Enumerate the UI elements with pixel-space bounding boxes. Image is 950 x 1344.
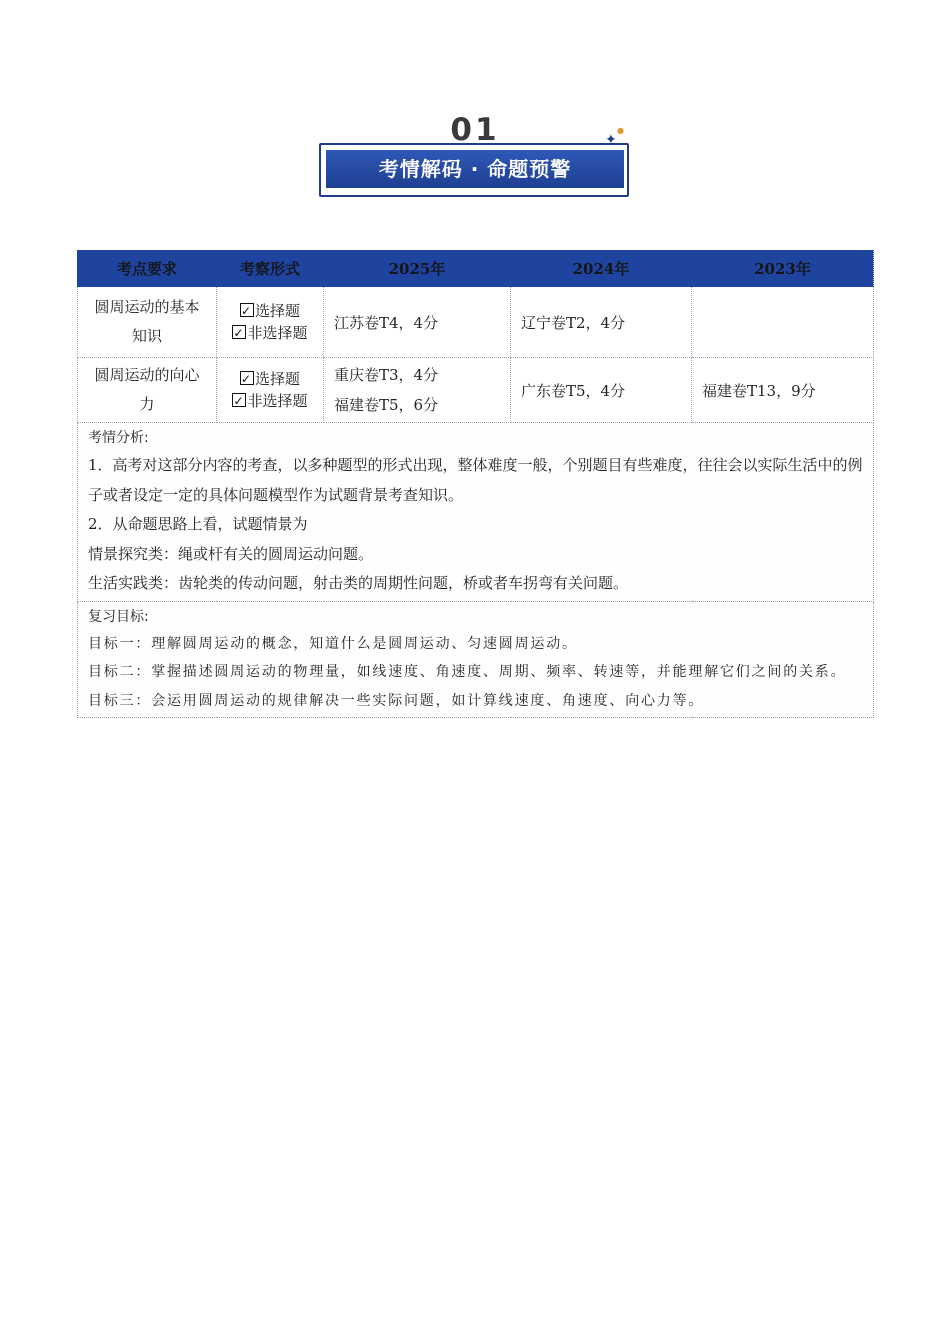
sparkle-dot-icon: ● xyxy=(617,126,624,135)
checkbox-checked-icon xyxy=(240,371,254,385)
table-header-row xyxy=(78,251,874,287)
topic-cell: 圆周运动的基本知识 xyxy=(78,287,217,358)
goals-title: 复习目标: xyxy=(88,608,149,625)
col-header-2025: 2025年 xyxy=(324,251,511,287)
analysis-paragraph: 生活实践类：齿轮类的传动问题，射击类的周期性问题，桥或者车拐弯有关问题。 xyxy=(88,574,629,592)
form-label: 选择题 xyxy=(254,302,300,320)
col-header-topic: 考点要求 xyxy=(78,251,217,287)
analysis-paragraph: 情景探究类：绳或杆有关的圆周运动问题。 xyxy=(88,544,374,563)
goal-item: 目标三：会运用圆周运动的规律解决一些实际问题，如计算线速度、角速度、向心力等。 xyxy=(88,692,705,709)
banner-title: 考情解码 · 命题预警 xyxy=(326,150,624,188)
goal-item: 目标一：理解圆周运动的概念，知道什么是圆周运动、匀速圆周运动。 xyxy=(88,635,578,652)
exam-entry: 广东卷T5，4分 xyxy=(521,381,626,400)
exam-entry: 福建卷T5，6分 xyxy=(334,396,439,414)
form-option xyxy=(227,368,313,390)
section-number: 01 xyxy=(450,112,500,148)
goals-row xyxy=(78,601,874,718)
analysis-row xyxy=(78,423,874,602)
table-row xyxy=(78,358,874,423)
analysis-paragraph: 1．高考对这部分内容的考查，以多种题型的形式出现，整体难度一般，个别题目有些难度，往往会以实际生活中的例子或者设定一定的具体问题模型作为试题背景考查知识。 xyxy=(88,456,863,504)
form-option xyxy=(227,390,313,412)
section-header xyxy=(315,112,635,198)
checkbox-checked-icon xyxy=(240,303,254,317)
form-cell xyxy=(217,358,324,423)
exam-entry: 辽宁卷T2，4分 xyxy=(521,313,626,332)
form-option xyxy=(227,300,313,322)
exam-entry: 福建卷T13，9分 xyxy=(702,381,816,400)
goals-cell xyxy=(78,601,874,718)
analysis-paragraph: 2．从命题思路上看，试题情景为 xyxy=(88,515,308,533)
exam-2025-cell xyxy=(324,287,511,358)
exam-2023-cell xyxy=(692,358,874,423)
analysis-title: 考情分析: xyxy=(88,430,149,446)
exam-2025-cell xyxy=(324,358,511,423)
exam-entry: 江苏卷T4，4分 xyxy=(334,313,439,332)
sparkle-icon: ✦ xyxy=(605,132,617,148)
form-cell xyxy=(217,287,324,358)
goal-item: 目标二：掌握描述圆周运动的物理量，如线速度、角速度、周期、频率、转速等，并能理解它们之间的关系。 xyxy=(88,664,847,680)
exam-2023-cell xyxy=(692,287,874,358)
exam-table xyxy=(77,250,874,718)
col-header-2024: 2024年 xyxy=(511,251,692,287)
form-option xyxy=(227,322,313,344)
table-row xyxy=(78,287,874,358)
exam-2024-cell xyxy=(511,287,692,358)
topic-cell: 圆周运动的向心力 xyxy=(78,358,217,423)
col-header-2023: 2023年 xyxy=(692,251,874,287)
form-label: 非选择题 xyxy=(247,392,308,410)
checkbox-checked-icon xyxy=(232,325,246,339)
checkbox-checked-icon xyxy=(232,393,246,407)
form-label: 非选择题 xyxy=(247,324,308,342)
analysis-cell xyxy=(78,423,874,602)
form-label: 选择题 xyxy=(254,370,300,388)
exam-entry: 重庆卷T3，4分 xyxy=(334,366,439,384)
exam-2024-cell xyxy=(511,358,692,423)
col-header-form: 考察形式 xyxy=(217,251,324,287)
